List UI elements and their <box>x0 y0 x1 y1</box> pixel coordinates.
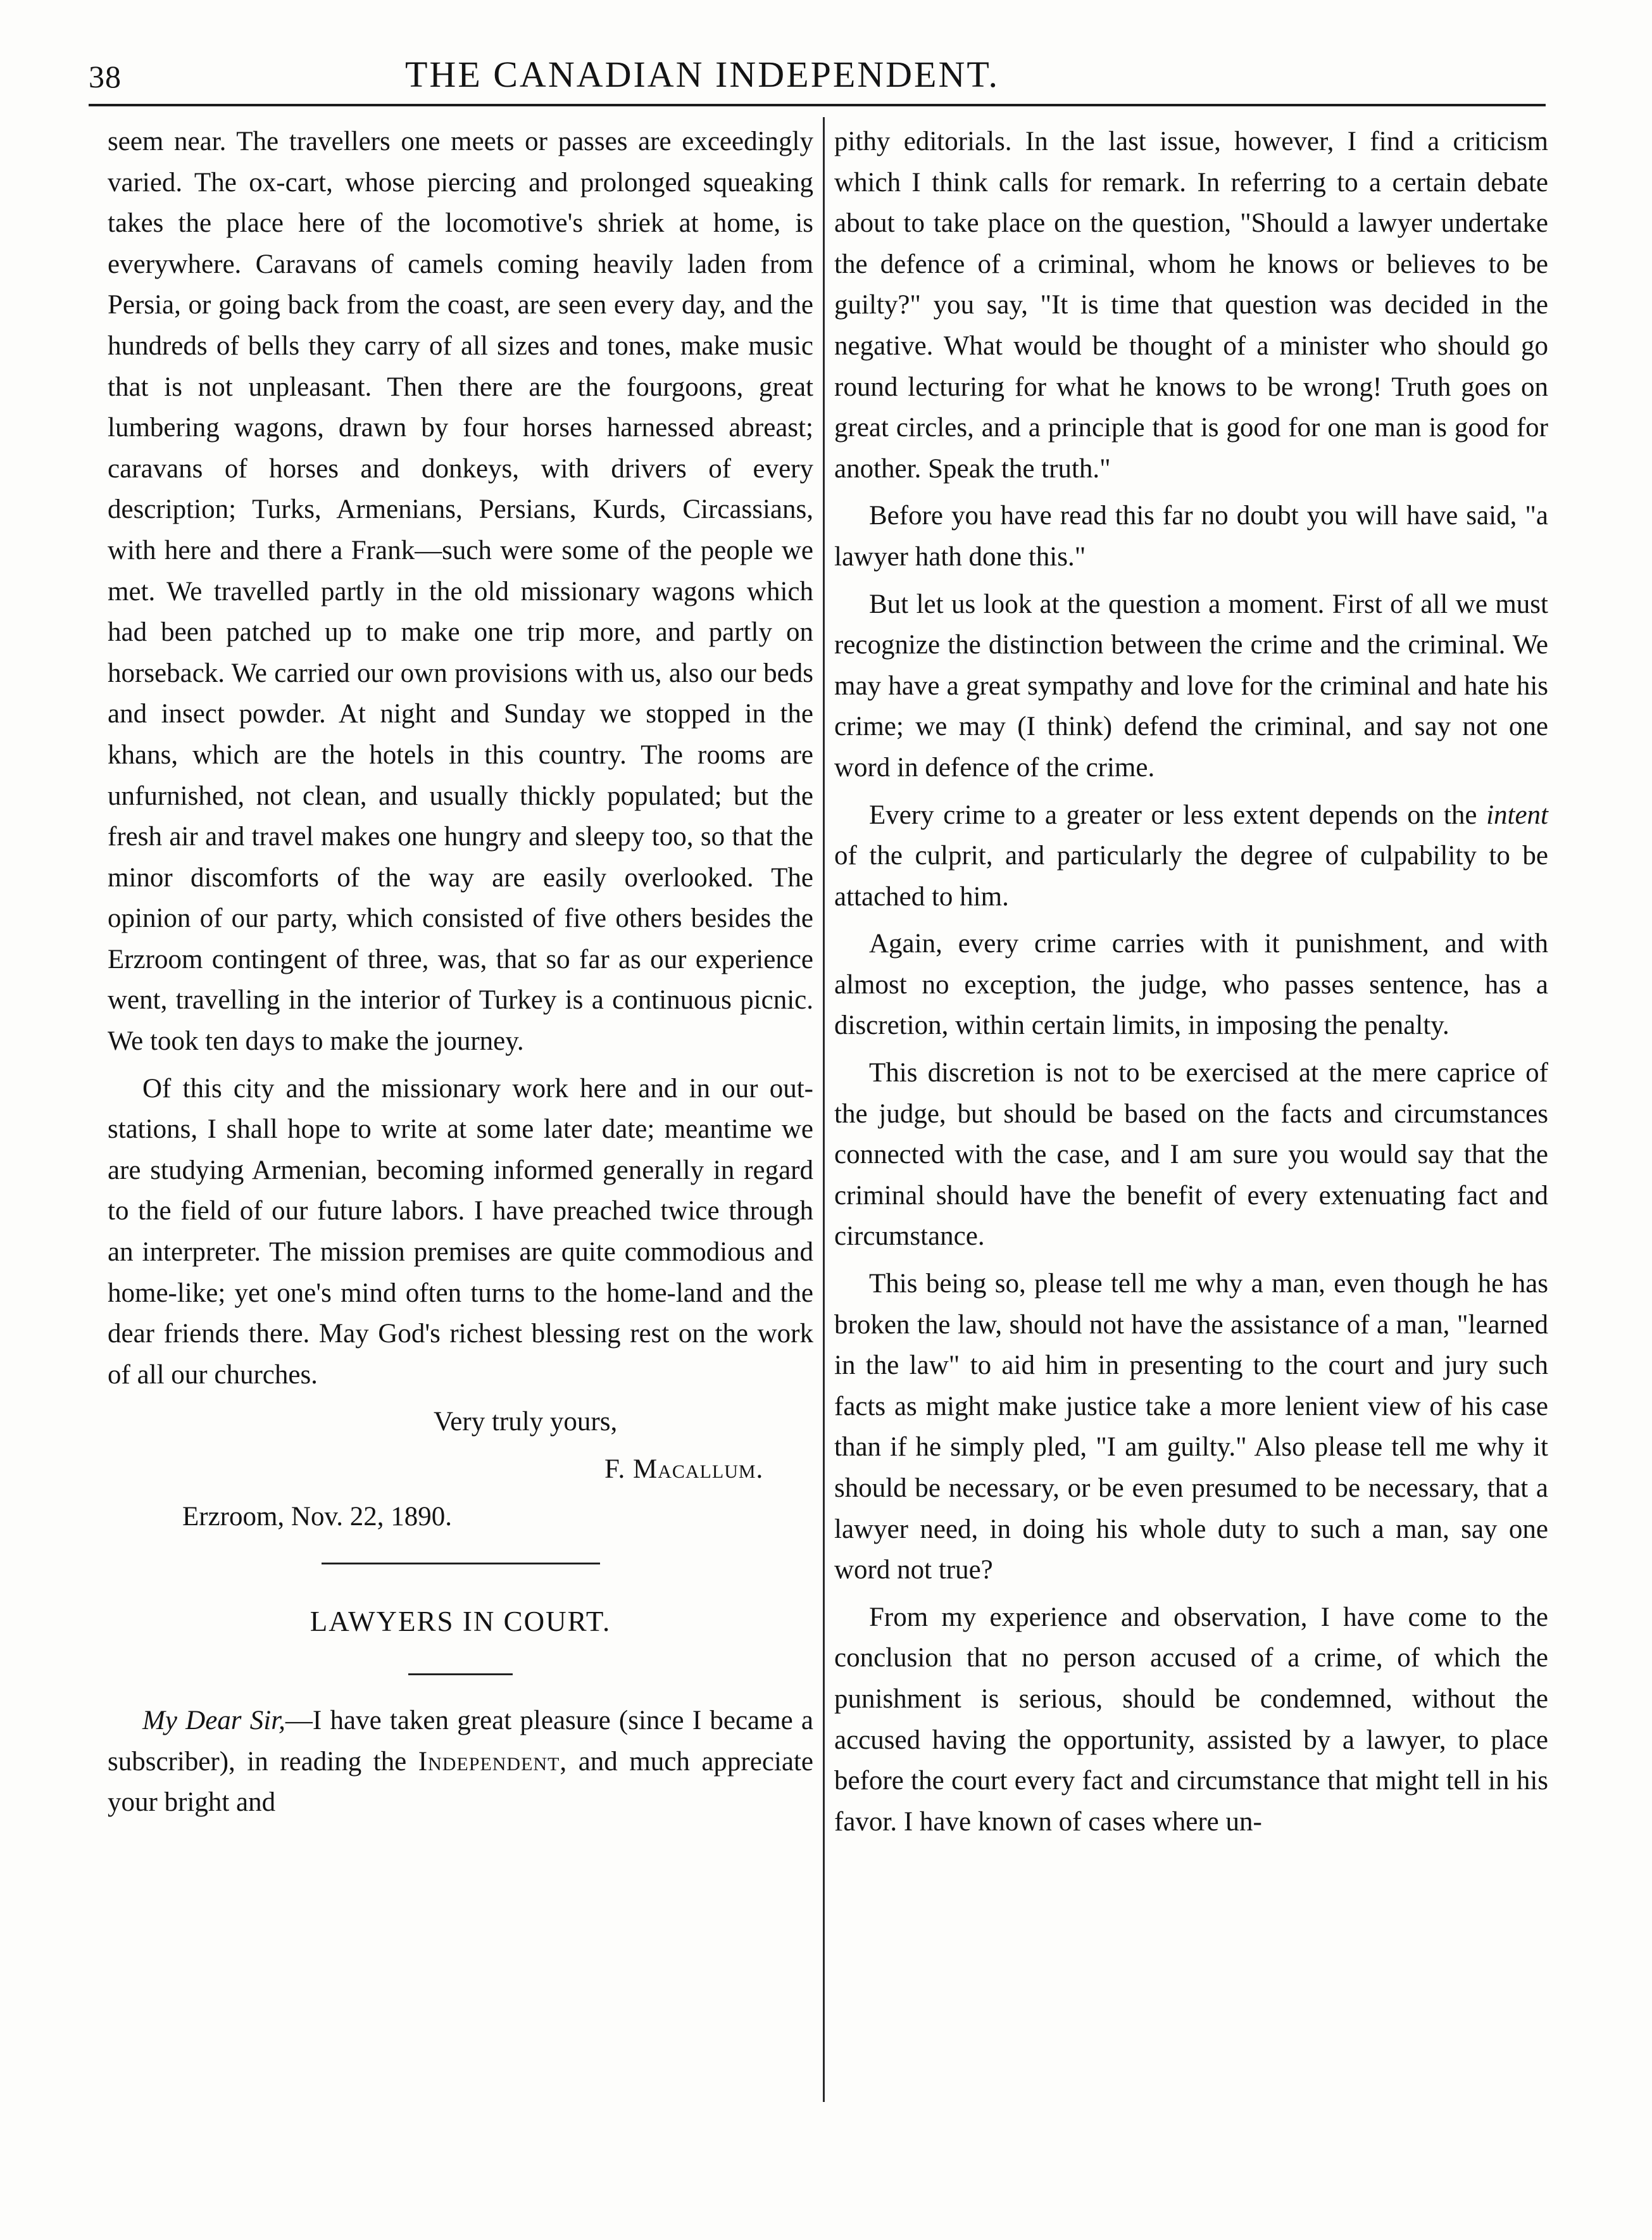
column-divider <box>823 117 825 2102</box>
right-paragraph-7: This being so, please tell me why a man, even though he has broken the law, should not have the assistance of a man, "learned in the law" to aid him in presenting to the court and jury such facts as might make justice take a more lenient view of his case than if he simply pled, "I am guilty." Also please tell me why it should be necessary, or be even presumed to be necessary, that a lawyer need, in doing his whole duty to such a man, say one word not true? <box>834 1269 1548 1585</box>
italic-word-intent: intent <box>1486 800 1548 830</box>
right-paragraph-2: Before you have read this far no doubt you will have said, "a lawyer hath done this." <box>834 501 1548 572</box>
section-heading: LAWYERS IN COURT. <box>310 1606 611 1638</box>
left-paragraph-3-text-a: —I have taken great pleasure (since I became a subscriber), in reading the <box>108 1706 813 1777</box>
right-paragraph-8: From my experience and observation, I have come to the conclusion that no person accused of a crime, of which the punishment is serious, should be condemned, without the accused having the opportunity, assisted by a lawyer, to place before the court every fact and circumstance that might tell in his favor. I have known of cases where un- <box>834 1602 1548 1837</box>
letter-dateline: Erzroom, Nov. 22, 1890. <box>182 1501 452 1532</box>
heading-underline <box>408 1673 513 1675</box>
left-paragraph-2: Of this city and the missionary work here and in our out-stations, I shall hope to write at some later date; meantime we are studying Armenian, becoming informed generally in regard to the field of our future labors. I have preached twice through an interpreter. The mission premises are quite commodious and home-like; yet one's mind often turns to the home-land and the dear friends there. May God's richest blessing rest on the work of all our churches. <box>108 1073 813 1390</box>
letter-signature: F. Macallum. <box>604 1454 764 1484</box>
right-paragraph-4-text-b: of the culprit, and particularly the degree of culpability to be attached to him. <box>834 841 1548 912</box>
left-paragraph-3 <box>108 1701 813 1823</box>
left-paragraph-1: seem near. The travellers one meets or passes are exceedingly varied. The ox-cart, whose piercing and prolonged squeaking takes the place here of the locomotive's shriek at home, is everywhere. Caravans of camels coming heavily laden from Persia, or going back from the coast, are seen every day, and the hundreds of bells they carry of all sizes and tones, make music that is not unpleasant. Then there are the fourgoons, great lumbering wagons, drawn by four horses harnessed abreast; caravans of horses and donkeys, with drivers of every description; Turks, Armenians, Persians, Kurds, Circassians, with here and there a Frank—such were some of the people we met. We travelled partly in the old missionary wagons which had been patched up to make one trip more, and partly on horseback. We carried our own provisions with us, also our beds and insect powder. At night and Sunday we stopped in the khans, which are the hotels in this country. The rooms are unfurnished, not clean, and usually thickly populated; but the fresh air and travel makes one hungry and sleepy too, so that the minor discomforts of the way are easily overlooked. The opinion of our party, which consisted of five others besides the Erzroom contingent of three, was, that so far as our experience went, travelling in the interior of Turkey is a continuous picnic. We took ten days to make the journey. <box>108 127 813 1057</box>
right-paragraph-6: This discretion is not to be exercised at the mere caprice of the judge, but should be based on the facts and circumstances connected with the case, and I am sure you would say that the criminal should have the benefit of every extenuating fact and circumstance. <box>834 1058 1548 1252</box>
salutation: My Dear Sir, <box>142 1706 285 1736</box>
journal-name-smallcaps: Independent <box>418 1746 560 1777</box>
page-number: 38 <box>89 59 122 94</box>
letter-closing: Very truly yours, <box>434 1407 618 1437</box>
right-paragraph-5: Again, every crime carries with it punishment, and with almost no exception, the judge, who passes sentence, has a discretion, within certain limits, in imposing the penalty. <box>834 929 1548 1041</box>
section-divider <box>322 1563 600 1564</box>
left-paragraph-3-text-b: , and much appreciate your bright and <box>108 1746 813 1818</box>
journal-title: THE CANADIAN INDEPENDENT. <box>405 54 999 95</box>
right-paragraph-4 <box>834 795 1548 918</box>
right-column <box>834 122 1548 1849</box>
right-paragraph-4-text-a: Every crime to a greater or less extent depends on the <box>869 800 1487 830</box>
left-column <box>108 122 813 1830</box>
right-paragraph-1: pithy editorials. In the last issue, however, I find a criticism which I think calls for remark. In referring to a certain debate about to take place on the question, "Should a lawyer undertake the defence of a criminal, whom he knows or believes to be guilty?" you say, "It is time that question was decided in the negative. What would be thought of a minister who should go round lecturing for what he knows to be wrong! Truth goes on great circles, and a principle that is good for one man is good for another. Speak the truth." <box>834 127 1548 484</box>
right-paragraph-3: But let us look at the question a moment. First of all we must recognize the distinction between the crime and the criminal. We may have a great sympathy and love for the criminal and hate his crime; we may (I think) defend the criminal, and say not one word in defence of the crime. <box>834 589 1548 783</box>
header-rule <box>89 104 1546 106</box>
